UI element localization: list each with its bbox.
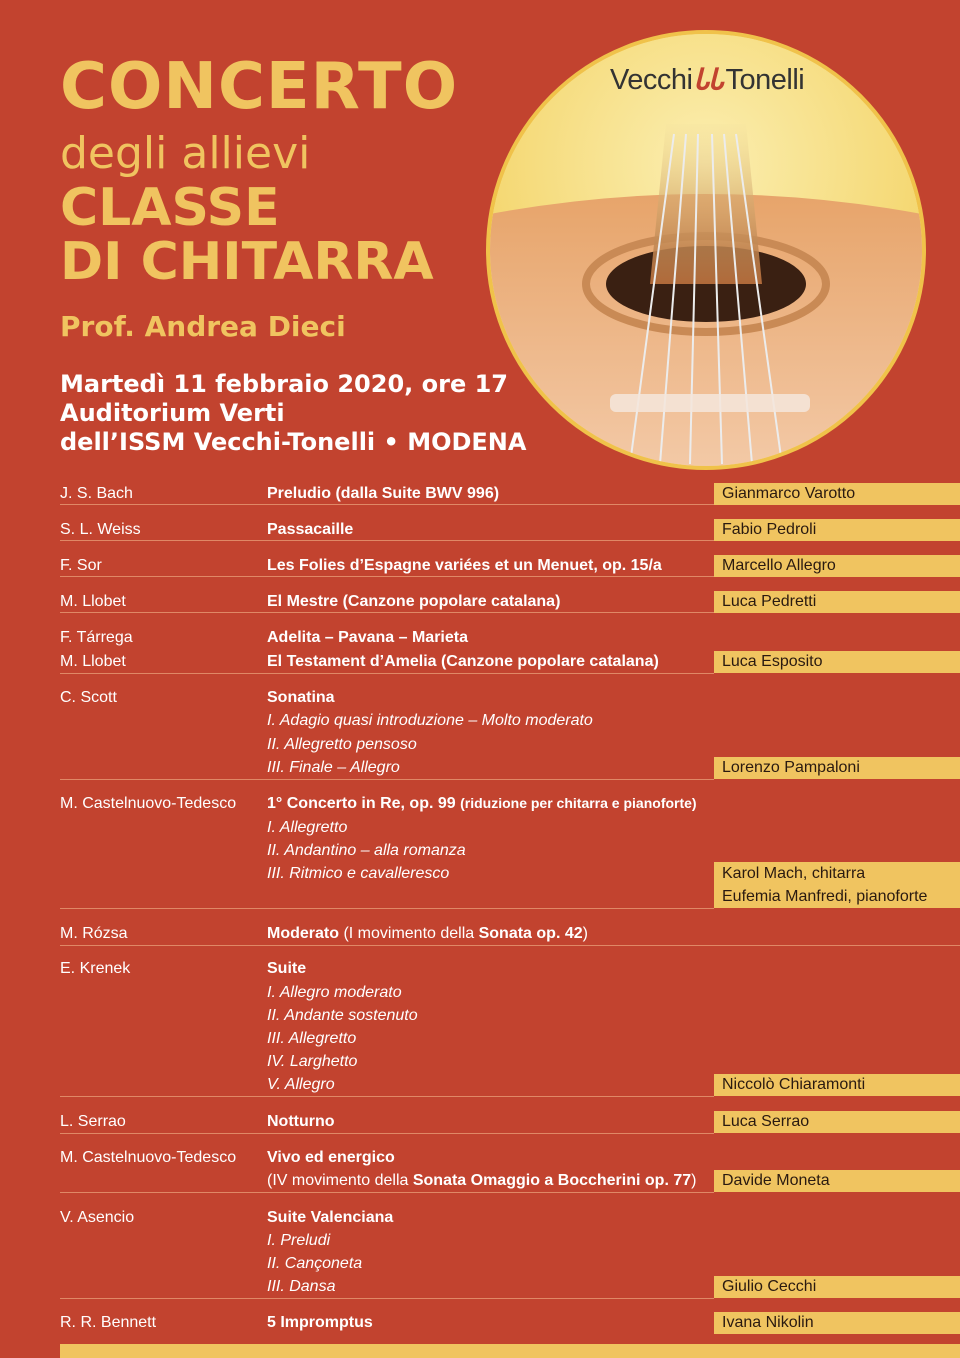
performer: Davide Moneta — [714, 1170, 960, 1192]
divider — [60, 1298, 714, 1299]
composer: E. Krenek — [60, 960, 131, 977]
divider — [60, 779, 714, 780]
title-chitarra: DI CHITARRA — [60, 232, 434, 292]
movement: III. Allegretto — [267, 1030, 357, 1047]
logo-text-left: Vecchi — [610, 64, 693, 96]
performer: Karol Mach, chitarra Eufemia Manfredi, pianoforte — [714, 862, 960, 908]
work-title: El Mestre (Canzone popolare catalana) — [267, 593, 561, 610]
movement: I. Preludi — [267, 1232, 331, 1249]
movement: III. Finale – Allegro — [267, 759, 400, 776]
work-title: Vivo ed energico — [267, 1149, 395, 1166]
composer: M. Llobet — [60, 653, 126, 670]
performer: Niccolò Chiaramonti — [714, 1074, 960, 1096]
performer: Giulio Cecchi — [714, 1276, 960, 1298]
composer: V. Asencio — [60, 1209, 135, 1226]
composer: R. R. Bennett — [60, 1314, 157, 1331]
event-date-time: Martedì 11 febbraio 2020, ore 17 — [60, 370, 508, 398]
composer: M. Castelnuovo-Tedesco — [60, 795, 237, 812]
movement: II. Andante sostenuto — [267, 1007, 418, 1024]
bottom-accent-bar — [60, 1344, 960, 1358]
performer: Gianmarco Varotto — [714, 483, 960, 505]
work-title: Moderato (I movimento della Sonata op. 42) — [267, 925, 588, 942]
performer: Ivana Nikolin — [714, 1312, 960, 1334]
composer: L. Serrao — [60, 1113, 126, 1130]
composer: C. Scott — [60, 689, 117, 706]
work-title: Suite Valenciana — [267, 1209, 394, 1226]
title-classe: CLASSE — [60, 178, 280, 238]
work-note: (IV movimento della Sonata Omaggio a Boccherini op. 77) — [267, 1172, 697, 1189]
divider — [60, 945, 960, 946]
performer: Luca Esposito — [714, 651, 960, 673]
work-title: Notturno — [267, 1113, 335, 1130]
composer: M. Castelnuovo-Tedesco — [60, 1149, 237, 1166]
performer: Marcello Allegro — [714, 555, 960, 577]
event-location: dell’ISSM Vecchi-Tonelli • MODENA — [60, 428, 527, 456]
composer: F. Sor — [60, 557, 102, 574]
logo-text-right: Tonelli — [725, 64, 805, 96]
divider — [60, 1096, 714, 1097]
work-title: Passacaille — [267, 521, 354, 538]
movement: V. Allegro — [267, 1076, 335, 1093]
divider — [60, 673, 714, 674]
event-venue: Auditorium Verti — [60, 399, 285, 427]
divider — [60, 504, 714, 505]
movement: II. Allegretto pensoso — [267, 736, 417, 753]
divider — [60, 540, 714, 541]
divider — [60, 1192, 714, 1193]
work-title: Suite — [267, 960, 307, 977]
movement: II. Cançoneta — [267, 1255, 363, 1272]
divider — [60, 908, 714, 909]
work-title: El Testament d’Amelia (Canzone popolare catalana) — [267, 653, 659, 670]
title-concerto: CONCERTO — [60, 50, 459, 124]
composer: M. Llobet — [60, 593, 126, 610]
movement: I. Allegro moderato — [267, 984, 402, 1001]
divider — [60, 1133, 714, 1134]
performer: Luca Pedretti — [714, 591, 960, 613]
composer: J. S. Bach — [60, 485, 133, 502]
work-title: Preludio (dalla Suite BWV 996) — [267, 485, 500, 502]
movement: III. Ritmico e cavalleresco — [267, 865, 450, 882]
logo-mark-icon: ᏓᏓ — [694, 62, 724, 96]
divider — [60, 612, 714, 613]
composer: F. Tárrega — [60, 629, 133, 646]
divider — [60, 576, 714, 577]
title-subtitle: degli allievi — [60, 128, 311, 179]
movement: II. Andantino – alla romanza — [267, 842, 466, 859]
performer: Fabio Pedroli — [714, 519, 960, 541]
work-title: Adelita – Pavana – Marieta — [267, 629, 468, 646]
movement: III. Dansa — [267, 1278, 336, 1295]
performer: Luca Serrao — [714, 1111, 960, 1133]
movement: I. Allegretto — [267, 819, 348, 836]
work-title: Sonatina — [267, 689, 335, 706]
work-title: 1° Concerto in Re, op. 99 (riduzione per chitarra e pianoforte) — [267, 795, 697, 812]
composer: M. Rózsa — [60, 925, 128, 942]
composer: S. L. Weiss — [60, 521, 141, 538]
work-title: 5 Impromptus — [267, 1314, 373, 1331]
work-title: Les Folies d’Espagne variées et un Menuet, op. 15/a — [267, 557, 662, 574]
professor-name: Prof. Andrea Dieci — [60, 310, 346, 343]
movement: I. Adagio quasi introduzione – Molto moderato — [267, 712, 593, 729]
performer: Lorenzo Pampaloni — [714, 757, 960, 779]
movement: IV. Larghetto — [267, 1053, 358, 1070]
